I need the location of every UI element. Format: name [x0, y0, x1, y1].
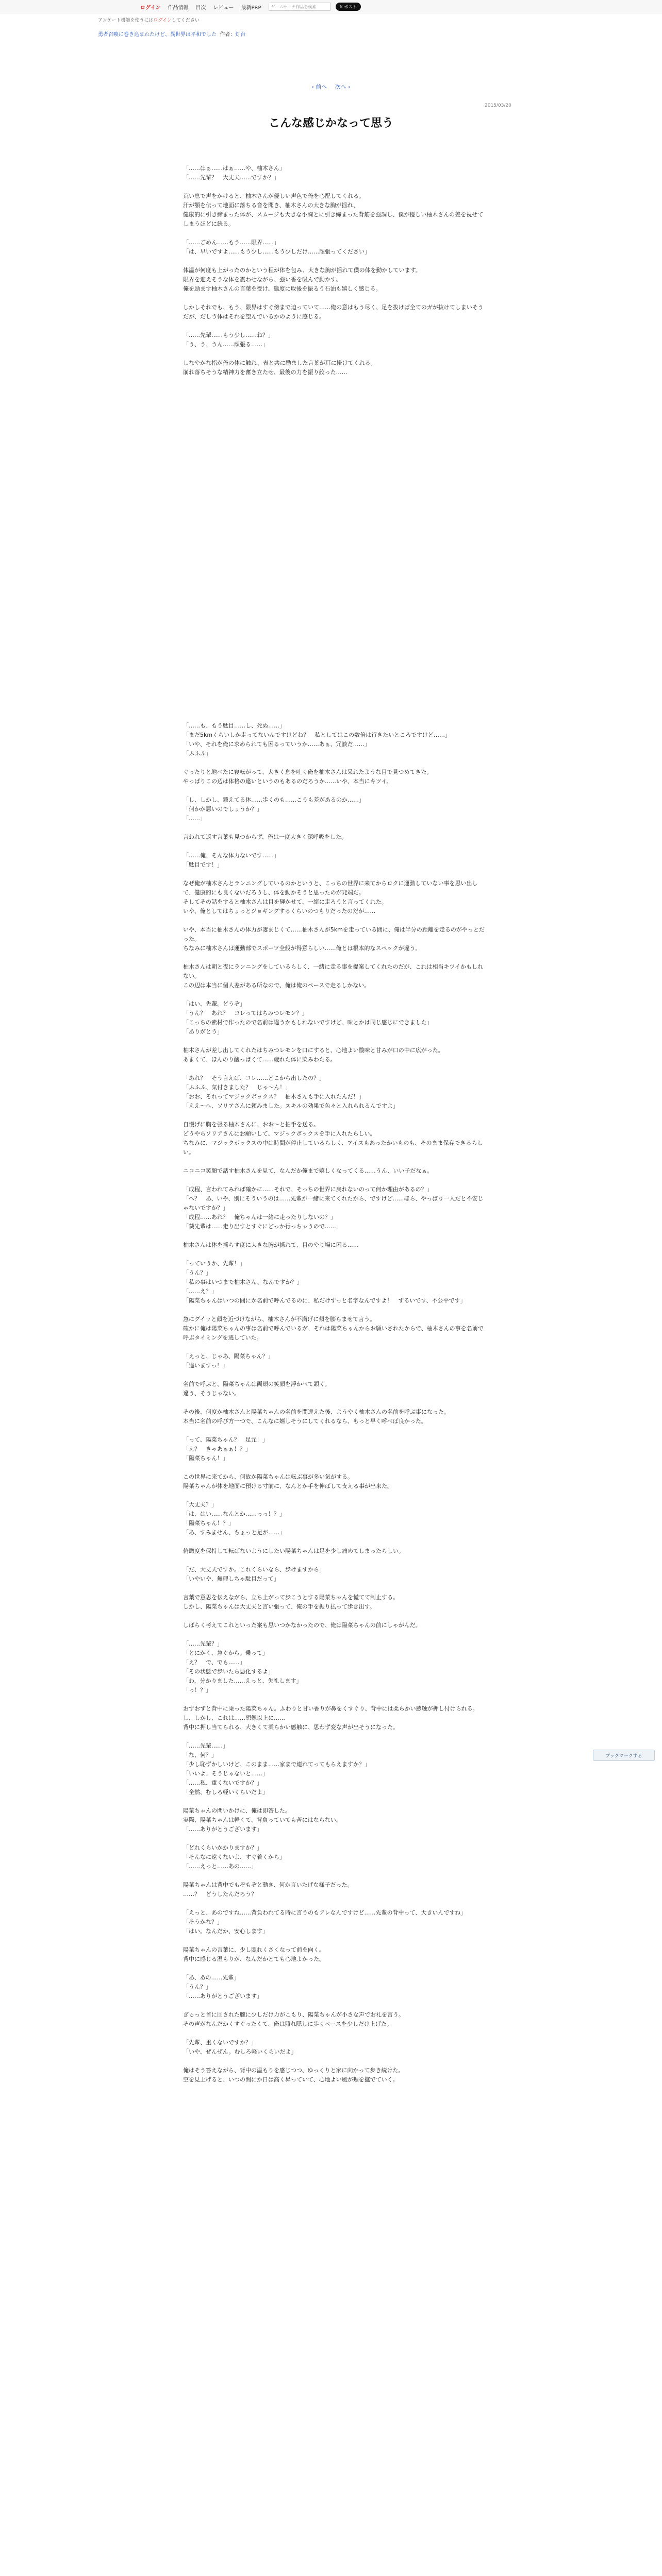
text-line: 俺はそう答えながら、背中の温もりを感じつつ、ゆっくりと家に向かって歩き続けた。 — [183, 2067, 404, 2074]
paragraph — [183, 925, 485, 953]
paragraph — [183, 1908, 485, 1936]
text-line: 荒い息で声をかけると、柚木さんが優しい声色で俺を心配してくれる。 — [183, 193, 365, 199]
nav-item-toc[interactable]: 目次 — [195, 5, 206, 11]
text-line: 「わ、分かりました……えっと、失礼します」 — [183, 1677, 302, 1684]
text-line: いや、俺としてはちょっとジョギングするくらいのつもりだったのだが…… — [183, 908, 376, 914]
text-line: 健康的に引き締まった体が、スムージも大きな小胸とに引き締まった背筋を強調し、僕が優しい柚木さんの差を視せてしまうほどに続る。 — [183, 211, 484, 227]
text-line: 「大丈夫？」 — [183, 1501, 217, 1508]
login-notice — [98, 16, 200, 23]
text-line: 「成程……あれ？ 俺ちゃんは一緒に走ったりしないの？」 — [183, 1214, 336, 1221]
text-line: 「いいよ、そうじゃないと……」 — [183, 1770, 268, 1777]
text-line: 自慢げに胸を張る柚木さんに、おお〜と拍手を送る。 — [183, 1121, 319, 1128]
text-line: 「成程、言われてみれば確かに……それで、そっちの世界に戻れないのって何か理由があるの？」 — [183, 1186, 433, 1193]
text-line: 陽菜ちゃんの問いかけに、俺は即答した。 — [183, 1807, 291, 1814]
text-line: 「うん？ あれ？ コレってはちみつレモン？」 — [183, 1010, 308, 1016]
text-line: いや、本当に柚木さんの体力が凄まじくて……柚木さんが5kmを走っている間に、俺は半分の距離を走るのがやっとだった。 — [183, 926, 485, 942]
text-line: 「は、はい……なんとか……っっ！？」 — [183, 1511, 285, 1517]
paragraph — [183, 1565, 485, 1584]
text-line: 「ええ〜へ、ソリアさんに頼みました。スキルの効果で色々と入れられるんですよ」 — [183, 1103, 399, 1109]
text-line: 言葉で意思を伝えながら、立ち上がって歩こうとする陽菜ちゃんを慌てて制止する。 — [183, 1594, 399, 1601]
paragraph — [183, 1241, 485, 1250]
text-line: 俺を励ます柚木さんの言葉を受け、態度に取後を振るう石油も嬉しく感じる。 — [183, 285, 382, 292]
text-line: 「陽菜ちゃん！？」 — [183, 1520, 234, 1527]
text-line: 「何かが悪いのでしょうか？」 — [183, 806, 262, 812]
text-line: 「……」 — [183, 815, 206, 822]
paragraph — [183, 795, 485, 823]
text-line: 「し、しかし、鍛えてる体……歩くのも……こうも差があるのか……」 — [183, 796, 365, 803]
episode-title: こんな感じかなって思う — [268, 117, 393, 130]
text-line: そしてその話をすると柚木さんは目を輝かせて、一緒に走ろうと言ってくれた。 — [183, 899, 387, 905]
paragraph — [183, 1843, 485, 1871]
text-line: 「どれくらいかかりますか？」 — [183, 1844, 262, 1851]
text-line: 陽菜ちゃんが体を地面に預ける寸前に、なんとか手を伸ばして支える事が出来た。 — [183, 1483, 393, 1489]
text-line: 限界を迎えそうな体を震わせながら、強い香を吸んで動かす。 — [183, 276, 342, 283]
text-line: ちなみに、マジックボックスの中は時間が停止しているらしく、アイスもあったかいものも、そのまま保存できるらしい。 — [183, 1140, 483, 1156]
paragraph — [183, 1315, 485, 1343]
notice-suffix: してください — [172, 18, 200, 23]
text-line: 柚木さんは体を揺らす度に大きな胸が揺れて、目のやり場に困る…… — [183, 1242, 359, 1248]
series-title-link[interactable]: 勇者召喚に巻き込まれたけど、異世界は平和でした — [98, 32, 217, 38]
text-line: 急にグイッと顔を近づけながら、柚木さんが不満げに頬を膨らませて言う。 — [183, 1316, 376, 1323]
text-line: 「えっと、あのですね……背負われてる時に言うのもアレなんですけど……先輩の背中って、大きいんですね」 — [183, 1909, 467, 1916]
text-line: 「うん？」 — [183, 1984, 211, 1990]
paragraph — [183, 1547, 485, 1556]
text-line: 「陽菜ちゃん！」 — [183, 1455, 228, 1462]
paragraph — [183, 2038, 485, 2057]
text-line: 体温が何度も上がったのかという程が体を包み、大きな胸が揺れて僕の体を動かしています。 — [183, 267, 421, 274]
nav-item-latest[interactable]: 最新PRP — [241, 5, 261, 11]
text-line: 「とにかく、急ぐから。乗って」 — [183, 1650, 268, 1656]
text-line: 「って、陽菜ちゃん？ 足元！」 — [183, 1436, 268, 1443]
paragraph — [183, 1500, 485, 1537]
text-line: 「……俺、そんな体力ないです……」 — [183, 852, 279, 859]
text-line: 違う、そうじゃない。 — [183, 1390, 240, 1397]
text-line: この世界に来てから、何故か陽菜ちゃんは転ぶ事が多い気がする。 — [183, 1473, 353, 1480]
paragraph — [183, 1120, 485, 1157]
text-line: 「な、何？」 — [183, 1752, 217, 1758]
site-header — [0, 0, 662, 13]
paragraph — [183, 1408, 485, 1426]
paragraph — [183, 331, 485, 349]
text-line: 「ありがとう」 — [183, 1028, 223, 1035]
text-line: 「ふふふ、気付きました？ じゃ〜ん！」 — [183, 1084, 291, 1091]
text-line: 「そうかな？」 — [183, 1919, 223, 1925]
paragraph — [183, 721, 485, 758]
text-line: 「え？ きゃあぁぁ！？」 — [183, 1446, 251, 1452]
paragraph — [183, 768, 485, 786]
text-line: その後、何度か柚木さんと陽菜ちゃんの名前を間違えた後、ようやく柚木さんの名前を呼ぶ事になった。 — [183, 1409, 450, 1415]
text-line: 「葵先輩は……走り出すとすぐにどっか行っちゃうので……」 — [183, 1223, 342, 1230]
text-line: しかし、陽菜ちゃんは大丈夫と言い張って、俺の手を振り払って歩き出す。 — [183, 1603, 375, 1610]
paragraph — [183, 1945, 485, 1964]
share-button[interactable] — [336, 3, 361, 11]
text-line: 「陽菜ちゃんはいつの間にか名前で呼んでるのに、私だけずっと名字なんですよ！ ずるいです、不公平です」 — [183, 1297, 466, 1304]
paragraph — [183, 2066, 485, 2084]
text-line: 「まだ5kmくらいしか走ってないんですけどね？ 私としてはこの数倍は行きたいところですけど……」 — [183, 732, 451, 738]
text-line: 「う、う、うん……頑張る……」 — [183, 341, 268, 348]
paragraph — [183, 1472, 485, 1491]
author-label: 作者： — [220, 32, 236, 38]
text-line: 「うん？」 — [183, 1269, 211, 1276]
text-line: 背中に押し当てられる、大きくて柔らかい感触に、思わず変な声が出そうになった。 — [183, 1724, 399, 1731]
text-line: 「あ、すみません、ちょっと足が……」 — [183, 1529, 286, 1536]
text-line: 「いや、それを俺に求められても困るっていうか……あぁ、冗談だ……」 — [183, 741, 370, 748]
text-line: 「……も、もう駄目……し、死ぬ……」 — [183, 722, 285, 729]
text-line: 言われて返す言葉も見つからず、俺は一度大きく深呼吸をした。 — [183, 834, 347, 840]
text-line: 「ふふふ」 — [183, 750, 211, 757]
text-line: 「先輩、重くないですか？」 — [183, 2039, 257, 2046]
text-line: 柚木さんは朝と夜にランニングをしているらしく、一緒に走る事を提案してくれたのだが、これは相当キツイかもしれない。 — [183, 963, 484, 979]
text-line: 「そんなに遠くないよ、すぐ着くから」 — [183, 1854, 285, 1860]
text-line: 「……先輩？」 — [183, 1640, 223, 1647]
paragraph — [183, 1046, 485, 1064]
text-line: 俯瞰度を保持して転ばないようにしたい陽菜ちゃんは足を少し痛めてしまったらしい。 — [183, 1548, 404, 1554]
paragraph — [183, 359, 485, 377]
text-line: 「その状態で歩いたら悪化するよ」 — [183, 1668, 274, 1675]
notice-prefix: アンケート機能を使うには — [98, 18, 154, 23]
text-line: 「え？ で、でも……」 — [183, 1659, 245, 1666]
publish-date: 2015/03/20 — [485, 103, 511, 108]
text-line: 「……えっと……あの……」 — [183, 1863, 257, 1870]
text-line: 「いやいや、無理しちゃ駄目だって」 — [183, 1575, 279, 1582]
text-line: どうやらソリアさんにお願いして、マジックボックスを手に入れたらしい。 — [183, 1130, 376, 1137]
text-line: 「あ、あの……先輩」 — [183, 1974, 240, 1981]
paragraph — [183, 1704, 485, 1732]
paragraph — [183, 999, 485, 1037]
text-line: しなやかな指が俺の体に触れ、表と共に励ました言葉が耳に掛けてくれる。 — [183, 360, 376, 366]
paragraph — [183, 303, 485, 321]
paragraph — [183, 879, 485, 916]
paragraph — [183, 1880, 485, 1899]
text-line: ぎゅっと首に回された腕に少しだけ力がこもり、陽菜ちゃんが小さな声でお礼を言う。 — [183, 2011, 404, 2018]
author-link[interactable]: 灯台 — [235, 32, 246, 38]
paragraph — [183, 1380, 485, 1398]
text-line: あまくて、ほんのり酸っぱくて……疲れた体に染みわたる。 — [183, 1056, 336, 1063]
paragraph — [183, 238, 485, 257]
text-line: 「……先輩？ 大丈夫……ですか？」 — [183, 174, 279, 181]
episode-pager-top — [0, 82, 662, 91]
text-line: 「……ごめん……もう……限界……」 — [183, 239, 279, 246]
bookmark-button[interactable]: ブックマークする — [593, 1750, 655, 1761]
paragraph — [183, 833, 485, 842]
text-line: 空を見上げると、いつの間にか日は高く昇っていて、心地よい風が頬を撫でていく。 — [183, 2076, 399, 2083]
episode-body-part2 — [183, 721, 485, 2094]
text-line: しかしそれでも、もう、限界はすぐ傍まで迫っていて……俺の意はもう尽く、足を抜けば全てのガが抜けてしまいそうだが、だしう体はそれを望んでいるかのように感じる。 — [183, 304, 484, 320]
text-line: ちなみに柚木さんは運動部でスポーツ全般が得意らしい……俺とは根本的なスペックが違う。 — [183, 945, 421, 952]
text-line: 「えっと、じゃあ、陽菜ちゃん？」 — [183, 1353, 274, 1360]
text-line: 「私の事はいつまで柚木さん、なんですか？」 — [183, 1279, 303, 1285]
notice-login-link[interactable]: ログイン — [153, 18, 172, 23]
paragraph — [183, 1639, 485, 1695]
paragraph — [183, 1806, 485, 1834]
text-line: 背中に感じる温もりが、なんだかとても心地よかった。 — [183, 1956, 325, 1962]
paragraph — [183, 1074, 485, 1111]
text-line: 「全然、むしろ軽いくらいだよ」 — [183, 1789, 268, 1795]
text-line: 「駄目です！」 — [183, 861, 223, 868]
text-line: 崩れ落ちそうな精神力を奮き立たせ、最後の力を振り絞った…… — [183, 369, 347, 376]
text-line: 「だ、大丈夫ですか。これくらいなら、歩けますから」 — [183, 1566, 325, 1573]
next-episode-link[interactable]: 次へ › — [335, 83, 351, 90]
paragraph — [183, 2010, 485, 2029]
text-line: 実際、陽菜ちゃんは軽くて、背負っていても苦にはならない。 — [183, 1817, 342, 1823]
series-info — [98, 30, 245, 38]
text-line: 「……ありがとうございます」 — [183, 1993, 262, 1999]
paragraph — [183, 192, 485, 229]
nav-item-review[interactable]: レビュー — [213, 5, 234, 11]
paragraph — [183, 1352, 485, 1370]
text-line: なぜ俺が柚木さんとランニングしているのかというと、こっちの世界に来てからロクに運動していない事を思い出して、健康的にも良くないだろうし、体を動かそうと思ったのが発端だ。 — [183, 880, 478, 896]
paragraph — [183, 164, 485, 182]
text-line: 名前で呼ぶと、陽菜ちゃんは両頬の笑顔を浮かべて頷く。 — [183, 1381, 330, 1387]
text-line: し、しかし、これは……想像以上に…… — [183, 1715, 285, 1721]
text-line: 確かに俺は陽菜ちゃんの事は名前で呼んでいるが、それは陽菜ちゃんからお願いされたからで、柚木さんの事を名前で呼ぶタイミングを逃していた。 — [183, 1325, 484, 1341]
paragraph — [183, 1621, 485, 1630]
text-line: 「っ！？」 — [183, 1687, 211, 1693]
x-logo-icon: 𝕏 — [339, 4, 344, 9]
paragraph — [183, 266, 485, 294]
text-line: 「……私、重くないですか？」 — [183, 1780, 262, 1786]
text-line: 「こっちの素材で作ったので名前は違うかもしれないですけど、味とかは同じ感じにできました」 — [183, 1019, 433, 1026]
episode-body-part1 — [183, 164, 485, 386]
text-line: この辺は本当に個人差がある所なので、俺は俺のペースで走るしかない。 — [183, 982, 370, 989]
login-link[interactable]: ログイン — [140, 5, 161, 11]
prev-episode-link[interactable]: ‹ 前へ — [311, 83, 327, 90]
text-line: 「……はぁ……はぁ……や、柚木さん」 — [183, 165, 285, 172]
search-input[interactable]: ゲームサーチ作品を検索 — [269, 3, 330, 11]
share-label: ポスト — [344, 4, 357, 9]
text-line: 「あれ？ そう言えば、コレ……どこから出したの？」 — [183, 1075, 325, 1081]
nav-item-work-info[interactable]: 作品情報 — [168, 5, 189, 11]
text-line: 「……先輩……もう少し……ね？」 — [183, 332, 274, 338]
text-line: しばらく考えてこれといった案も思いつかなかったので、俺は陽菜ちゃんの前にしゃがんだ。 — [183, 1622, 421, 1629]
paragraph — [183, 1973, 485, 2001]
paragraph — [183, 962, 485, 990]
text-line: 「っていうか、先輩！」 — [183, 1260, 245, 1267]
text-line: やっぱりこの辺は体格の違いというのもあるのだろうか……いや、本当にキツイ。 — [183, 778, 392, 785]
text-line: 「いや、ぜんぜん。むしろ軽いくらいだよ」 — [183, 2048, 297, 2055]
paragraph — [183, 1166, 485, 1176]
text-line: 柚木さんが差し出してくれたはちみつレモンを口にすると、心地よい酸味と甘みが口の中に広がった。 — [183, 1047, 444, 1054]
text-line: 汗が顎を伝って地面に落ちる音を聞き、柚木さんの大きな胸が揺れ、 — [183, 202, 359, 209]
text-line: 「はい。なんだか、安心します」 — [183, 1928, 268, 1935]
paragraph — [183, 1435, 485, 1463]
paragraph — [183, 1741, 485, 1797]
text-line: 「……ありがとうございます」 — [183, 1826, 262, 1833]
paragraph — [183, 851, 485, 870]
text-line: 陽菜ちゃんは背中でもぞもぞと動き、何か言いたげな様子だった。 — [183, 1882, 353, 1888]
paragraph — [183, 1185, 485, 1231]
text-line: 陽菜ちゃんの言葉に、少し照れくさくなって前を向く。 — [183, 1946, 325, 1953]
text-line: 「違いますっ！」 — [183, 1362, 228, 1369]
text-line: 「……先輩……」 — [183, 1742, 228, 1749]
text-line: ニコニコ笑顔で話す柚木さんを見て、なんだか俺まで嬉しくなってくる……うん、いい子だなぁ。 — [183, 1167, 433, 1174]
text-line: ぐったりと地べたに寝転がって、大きく息を吐く俺を柚木さんは呆れたような目で見つめてきた。 — [183, 769, 433, 775]
text-line: 本当に名前の呼び方一つで、こんなに嬉しそうにしてくれるなら、もっと早く呼べば良かった。 — [183, 1418, 427, 1425]
text-line: 「は、早いですよ……もう少し……もう少しだけ……頑張ってください」 — [183, 248, 370, 255]
text-line: おずおずと背中に乗った陽菜ちゃん。ふわりと甘い香りが鼻をくすぐり、背中には柔らかい感触が押し付けられる。 — [183, 1705, 478, 1712]
text-line: その声がなんだかくすぐったくて、俺は照れ隠しに歩くペースを少しだけ上げた。 — [183, 2021, 393, 2027]
text-line: 「はい、先輩。どうぞ」 — [183, 1001, 245, 1007]
text-line: ……？ どうしたんだろう？ — [183, 1891, 257, 1897]
header-nav — [140, 0, 361, 13]
text-line: 「少し恥ずかしいけど、このまま……家まで連れてってもらえますか？」 — [183, 1761, 370, 1768]
text-line: 「へ？ あ、いや、別にそういうのは……先輩が一緒に来てくれたから、ですけど……ほら、やっぱり一人だと不安じゃないですか？」 — [183, 1195, 484, 1211]
text-line: 「……え？」 — [183, 1288, 217, 1295]
paragraph — [183, 1593, 485, 1612]
text-line: 「おお、それってマジックボックス？ 柚木さんも手に入れたんだ！」 — [183, 1093, 365, 1100]
paragraph — [183, 1259, 485, 1306]
